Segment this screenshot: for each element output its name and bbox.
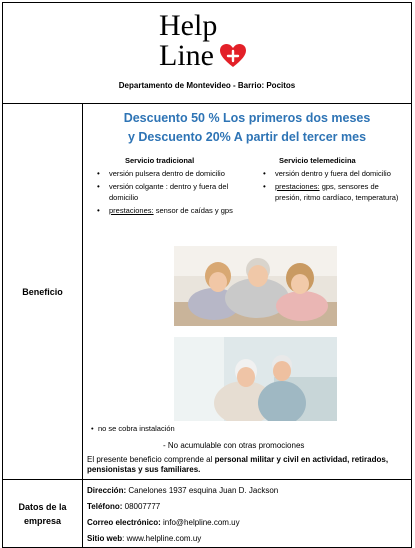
traditional-service-column	[93, 156, 253, 220]
accumulable-note: - No acumulable con otras promociones	[163, 441, 305, 450]
heart-plus-icon	[220, 44, 246, 68]
elderly-couple-photo	[174, 337, 337, 421]
web-label: Sitio web	[87, 534, 123, 543]
beneficio-label: Beneficio	[22, 286, 63, 297]
department-heading: Departamento de Montevideo - Barrio: Pocitos	[118, 81, 296, 90]
web-link[interactable]: : www.helpline.com.uy	[122, 534, 202, 543]
logo-word-help: Help	[159, 9, 218, 42]
header-cell	[3, 3, 412, 104]
datos-content-cell	[83, 480, 412, 548]
telemedicine-title: Servicio telemedicina	[279, 156, 356, 165]
list-item-prestaciones	[275, 182, 399, 203]
beneficiaries-note	[87, 455, 405, 475]
datos-label-line-1: Datos de la	[18, 501, 67, 512]
beneficiaries-bold: personal militar y civil en actividad, retirados, pensionistas y sus familiares.	[87, 455, 389, 474]
list-item: • versión pulsera dentro de domicilio	[109, 169, 253, 180]
family-photo	[174, 246, 337, 326]
prestaciones-text: gps, sensores de presión, ritmo cardíaco, temperatura)	[275, 182, 399, 202]
helpline-logo	[157, 11, 257, 73]
email-line	[87, 515, 411, 531]
promo-table	[2, 2, 412, 548]
datos-label-cell	[3, 480, 83, 548]
traditional-title: Servicio tradicional	[125, 156, 195, 165]
list-item: • versión colgante : dentro y fuera del domicilio	[109, 182, 253, 203]
phone-value[interactable]: 08007777	[122, 502, 161, 511]
discount-line-2: y Descuento 20% A partir del tercer mes	[127, 130, 367, 144]
beneficio-content-cell	[83, 104, 412, 480]
beneficio-label-cell	[3, 104, 83, 480]
email-link[interactable]: info@helpline.com.uy	[160, 518, 240, 527]
list-item-prestaciones	[109, 206, 253, 217]
service-columns	[83, 156, 411, 236]
prestaciones-label: prestaciones:	[275, 182, 320, 191]
phone-label: Teléfono:	[87, 502, 123, 511]
web-line	[87, 531, 411, 547]
beneficiaries-prefix: El presente beneficio comprende al	[87, 455, 215, 464]
datos-label-line-2: empresa	[23, 515, 62, 526]
email-label: Correo electrónico:	[87, 518, 161, 527]
logo-word-line: Line	[159, 39, 214, 72]
address-line	[87, 483, 411, 499]
prestaciones-label: prestaciones:	[109, 206, 154, 215]
address-value: Canelones 1937 esquina Juan D. Jackson	[126, 486, 279, 495]
discount-line-1: Descuento 50 % Los primeros dos meses	[123, 111, 371, 125]
telemedicine-service-column	[259, 156, 399, 206]
list-item: • versión dentro y fuera del domicilio	[275, 169, 399, 180]
prestaciones-text: sensor de caídas y gps	[153, 206, 233, 215]
address-label: Dirección:	[87, 486, 127, 495]
phone-line	[87, 499, 411, 515]
install-note: • no se cobra instalación	[98, 424, 175, 433]
